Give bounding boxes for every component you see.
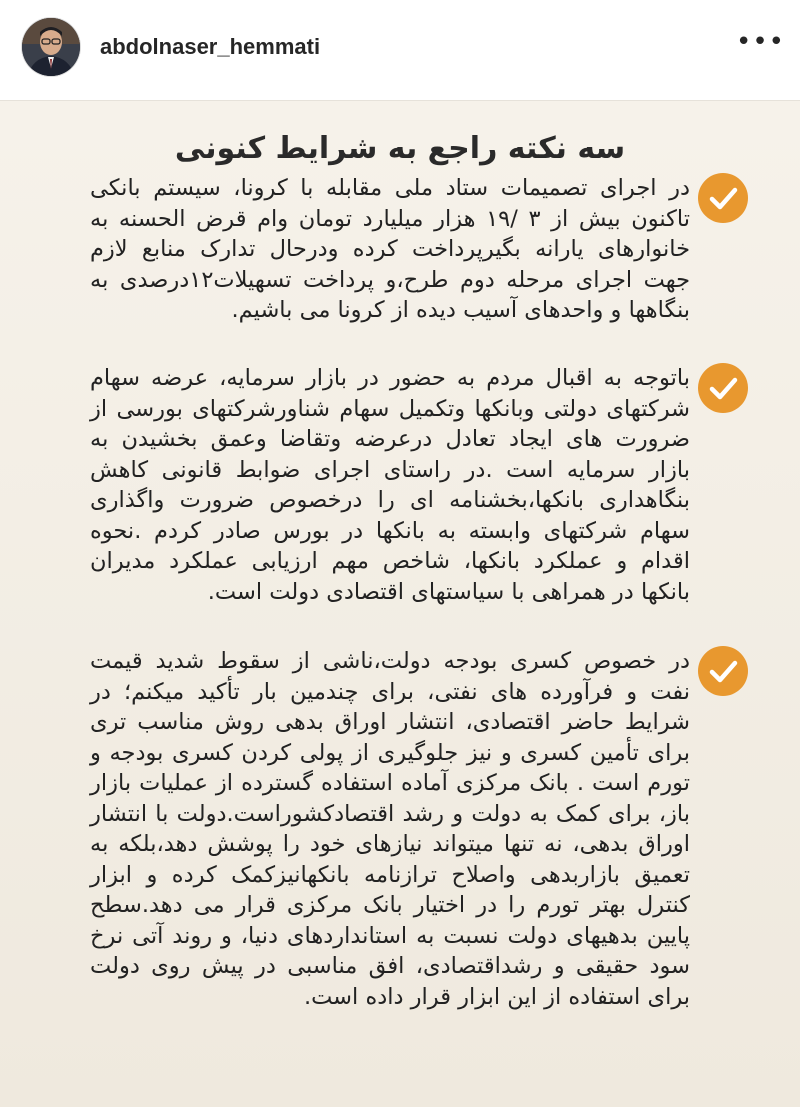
check-circle-icon: [698, 173, 748, 223]
avatar[interactable]: [22, 18, 80, 76]
point-text: در خصوص کسری بودجه دولت،ناشی از سقوط شدید قیمت نفت و فرآورده های نفتی، برای چندمین بار تأکید میکنم؛ در شرایط حاضر اقتصادی، انتشار اوراق بدهی روش مناسب تری برای تأمین کسری و نیز جلوگیری از پولی کردن کسری بودجه و تورم است . بانک مرکزی آماده استفاده گسترده از عملیات بازار باز، برای کمک به دولت و رشد اقتصادکشوراست.دولت با انتشار اوراق بدهی، نه تنها میتواند نیازهای خود را پوشش دهد،بلکه به تعمیق بازاربدهی واصلاح ترازنامه بانکهانیزکمک کرده و ابزار کنترل بهتر تورم را در اختیار بانک مرکزی قرار می دهد.سطح پایین بدهیهای دولت نسبت به استانداردهای دنیا، و روند آتی نرخ سود حقیقی و رشداقتصادی، افق مناسبی در پیش روی دولت برای استفاده از این ابزار قرار داده است.: [90, 648, 690, 1010]
username[interactable]: abdolnaser_hemmati: [100, 34, 321, 59]
post-title: سه نکته راجع به شرایط کنونی: [174, 131, 626, 166]
more-options-icon[interactable]: •••: [736, 27, 786, 57]
point-text: در اجرای تصمیمات ستاد ملی مقابله با کرونا، سیستم بانکی تاکنون بیش از ۳ /۱۹ هزار میلیارد تومان وام قرض الحسنه به خانوارهای یارانه بگیرپرداخت کرده ودرحال تدارک منابع لازم جهت اجرای مرحله دوم طرح،و پرداخت تسهیلات۱۲درصدی به بنگاهها و واحدهای آسیب دیده از کرونا می باشیم.: [90, 175, 691, 323]
post-header: [0, 0, 800, 101]
check-circle-icon: [698, 363, 748, 413]
check-circle-icon: [698, 646, 748, 696]
point-text: باتوجه به اقبال مردم به حضور در بازار سرمایه، عرضه سهام شرکتهای دولتی وبانکها وتکمیل سهام شناورشرکتهای بورسی از ضرورت های ایجاد تعادل درعرضه وتقاضا وعمق بخشیدن به بازار سرمایه است .در راستای اجرای ضوابط قانونی کاهش بنگاهداری بانکها،بخشنامه ای را درخصوص ضرورت واگذاری سهام شرکتهای وابسته به بانکها در بورس صادر کردم .نحوه اقدام و عملکرد بانکها، شاخص مهم ارزیابی عملکرد مدیران بانکها در همراهی با سیاستهای اقتصادی دولت است.: [90, 365, 690, 605]
post-image: [0, 101, 800, 1107]
